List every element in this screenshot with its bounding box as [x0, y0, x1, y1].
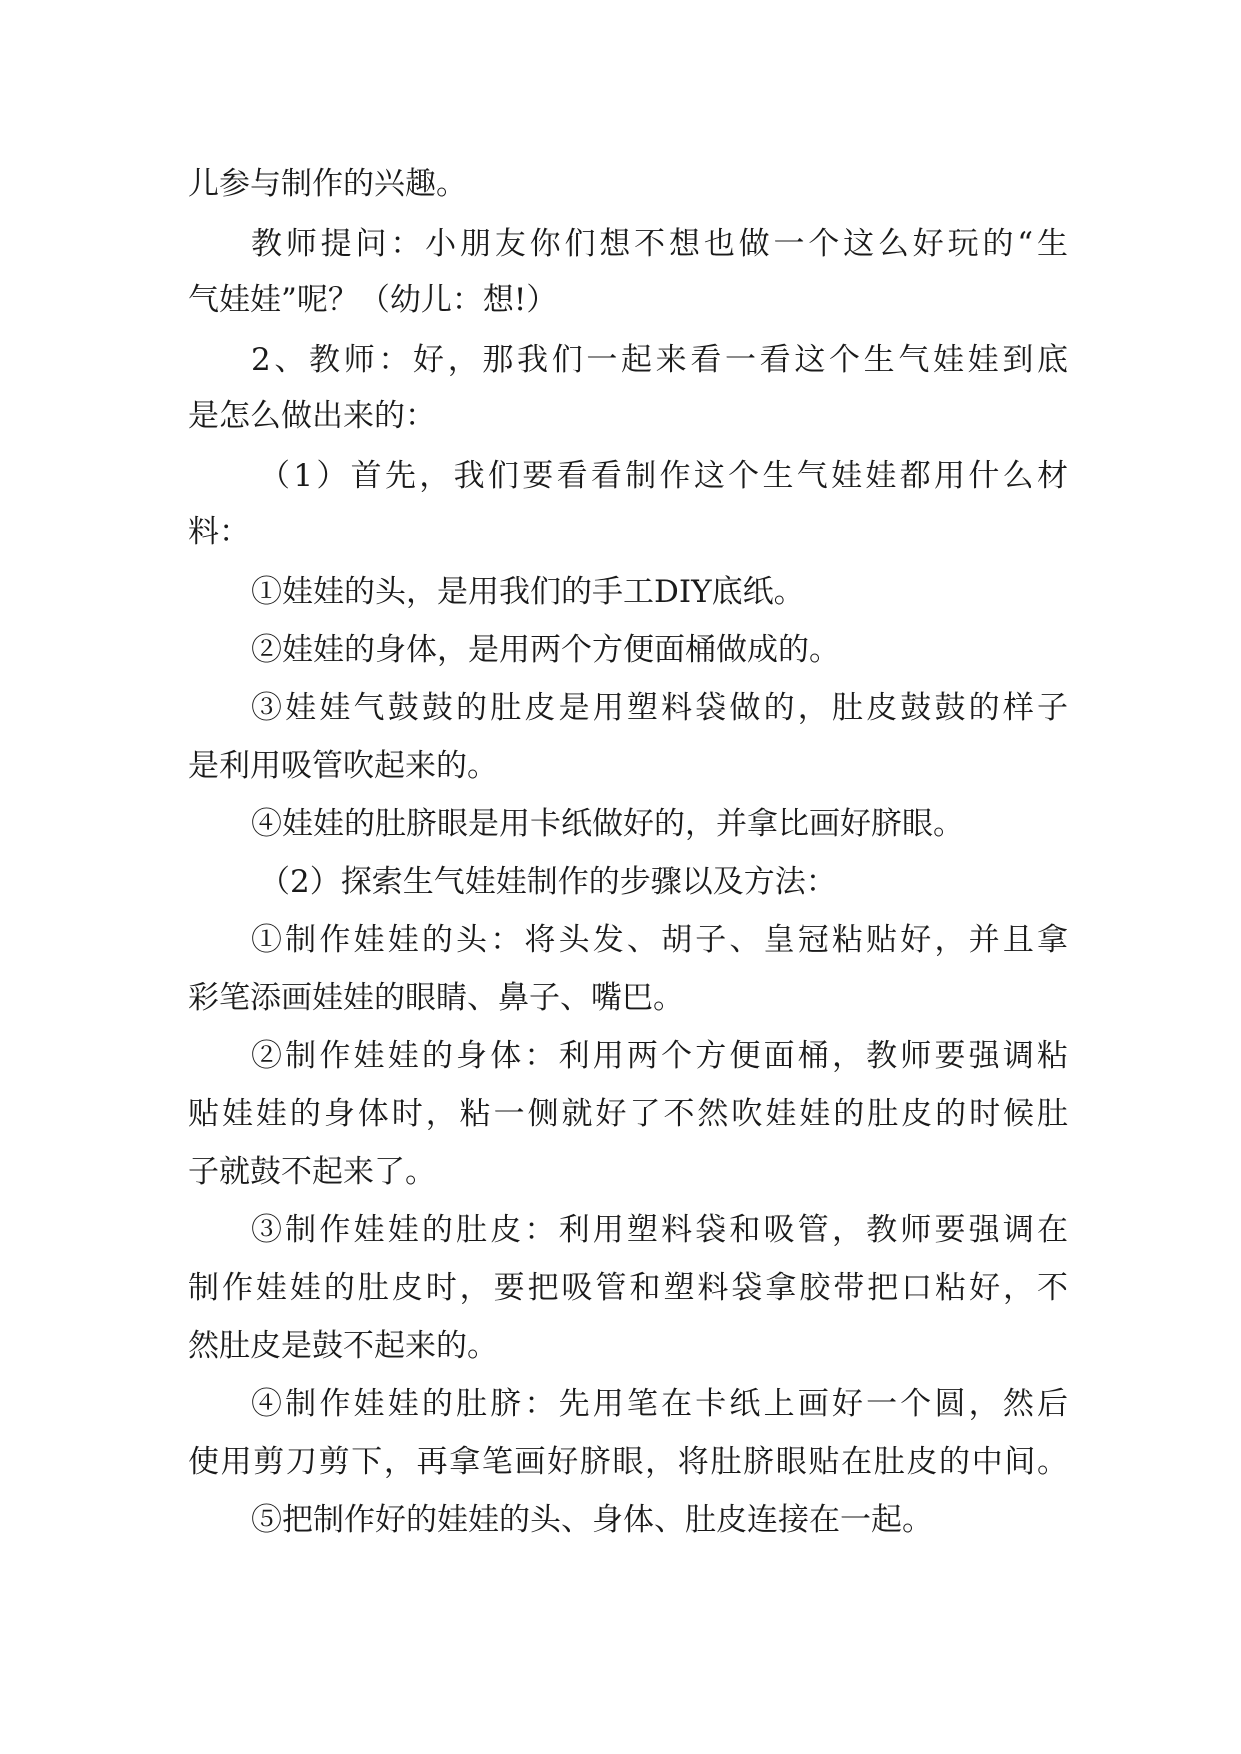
- paragraph-line: 儿参与制作的兴趣。: [188, 166, 467, 202]
- paragraph-line: （1）首先，我们要看看制作这个生气娃娃都用什么材: [259, 458, 1068, 494]
- paragraph-line: ③娃娃气鼓鼓的肚皮是用塑料袋做的，肚皮鼓鼓的样子: [251, 690, 1068, 726]
- paragraph-line: ①娃娃的头，是用我们的手工DIY底纸。: [251, 574, 805, 610]
- paragraph-line: 然肚皮是鼓不起来的。: [188, 1328, 498, 1364]
- paragraph-line: ④娃娃的肚脐眼是用卡纸做好的，并拿比画好脐眼。: [251, 806, 964, 842]
- paragraph-line: 2、教师：好，那我们一起来看一看这个生气娃娃到底: [251, 342, 1068, 378]
- paragraph-line: 制作娃娃的肚皮时，要把吸管和塑料袋拿胶带把口粘好，不: [188, 1270, 1068, 1306]
- paragraph-line: 料：: [188, 514, 250, 550]
- paragraph-line: ③制作娃娃的肚皮：利用塑料袋和吸管，教师要强调在: [251, 1212, 1068, 1248]
- paragraph-line: 教师提问：小朋友你们想不想也做一个这么好玩的“生: [251, 226, 1068, 262]
- paragraph-line: 子就鼓不起来了。: [188, 1154, 436, 1190]
- paragraph-line: ④制作娃娃的肚脐：先用笔在卡纸上画好一个圆，然后: [251, 1386, 1068, 1422]
- paragraph-line: ⑤把制作好的娃娃的头、身体、肚皮连接在一起。: [251, 1502, 933, 1538]
- paragraph-line: ②制作娃娃的身体：利用两个方便面桶，教师要强调粘: [251, 1038, 1068, 1074]
- paragraph-line: 彩笔添画娃娃的眼睛、鼻子、嘴巴。: [188, 980, 684, 1016]
- paragraph-line: 是怎么做出来的：: [188, 398, 436, 434]
- paragraph-line: 是利用吸管吹起来的。: [188, 748, 498, 784]
- paragraph-line: （2）探索生气娃娃制作的步骤以及方法：: [259, 864, 837, 900]
- paragraph-line: ②娃娃的身体，是用两个方便面桶做成的。: [251, 632, 840, 668]
- paragraph-line: 气娃娃”呢？（幼儿：想!）: [188, 282, 558, 318]
- paragraph-line: 使用剪刀剪下，再拿笔画好脐眼，将肚脐眼贴在肚皮的中间。: [188, 1444, 1068, 1480]
- paragraph-line: ①制作娃娃的头：将头发、胡子、皇冠粘贴好，并且拿: [251, 922, 1068, 958]
- paragraph-line: 贴娃娃的身体时，粘一侧就好了不然吹娃娃的肚皮的时候肚: [188, 1096, 1068, 1132]
